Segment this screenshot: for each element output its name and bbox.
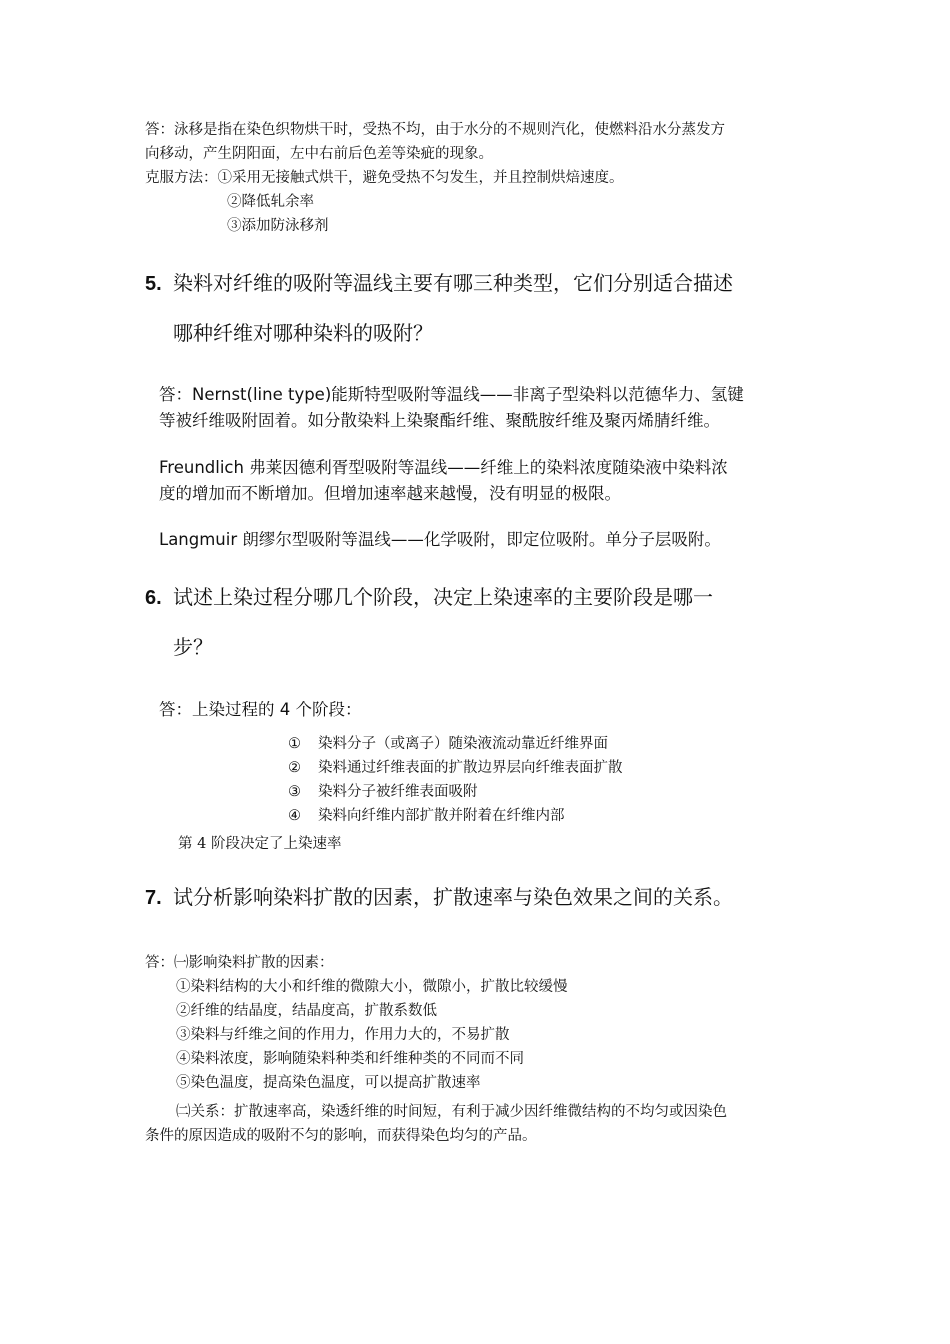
stage-item — [288, 804, 623, 828]
factor-item: ③染料与纤维之间的作用力，作用力大的，不易扩散 — [176, 1027, 510, 1043]
question-number: 6. — [145, 587, 162, 609]
answer-5-langmuir: Langmuir 朗缪尔型吸附等温线——化学吸附，即定位吸附。单分子层吸附。 — [159, 530, 721, 549]
method-label: 克服方法： — [145, 170, 218, 186]
method-item: ③添加防泳移剂 — [227, 218, 329, 234]
answer-7-relation — [145, 1100, 727, 1148]
relation-line: 条件的原因造成的吸附不匀的影响，而获得染色均匀的产品。 — [145, 1128, 537, 1144]
answer-6-stages — [288, 732, 623, 828]
method-item: ②降低轧余率 — [227, 194, 314, 210]
factor-item: ⑤染色温度，提高染色温度，可以提高扩散速率 — [176, 1075, 481, 1091]
question-number: 7. — [145, 887, 162, 909]
answer-7-intro: 答：㈠影响染料扩散的因素： — [145, 955, 334, 971]
answer-6-conclusion: 第 4 阶段决定了上染速率 — [178, 836, 342, 852]
question-number: 5. — [145, 273, 162, 295]
method-item: ①采用无接触式烘干，避免受热不匀发生，并且控制烘焙速度。 — [217, 170, 624, 186]
stage-text: 染料通过纤维表面的扩散边界层向纤维表面扩散 — [318, 760, 623, 776]
answer-4-text — [145, 118, 725, 166]
factor-item: ④染料浓度，影响随染料种类和纤维种类的不同而不同 — [176, 1051, 524, 1067]
question-6-line2: 步？ — [173, 635, 213, 659]
stage-text: 染料向纤维内部扩散并附着在纤维内部 — [318, 808, 565, 824]
answer-5-nernst — [159, 382, 744, 434]
answer-4-methods — [145, 166, 624, 238]
relation-line: ㈡关系：扩散速率高，染透纤维的时间短，有利于减少因纤维微结构的不均匀或因染色 — [176, 1104, 727, 1120]
answer-6-intro: 答：上染过程的 4 个阶段： — [159, 700, 362, 719]
answer-line: 度的增加而不断增加。但增加速率越来越慢，没有明显的极限。 — [159, 484, 621, 503]
answer-line: 答：Nernst(line type)能斯特型吸附等温线——非离子型染料以范德华力、氢键 — [159, 385, 744, 404]
answer-5-freundlich — [159, 455, 728, 507]
question-7-line1 — [145, 882, 733, 913]
stage-item — [288, 732, 623, 756]
answer-7-factors — [176, 975, 568, 1095]
stage-number: ② — [288, 760, 301, 776]
stage-number: ④ — [288, 808, 301, 824]
stage-item — [288, 756, 623, 780]
stage-text: 染料分子（或离子）随染液流动靠近纤维界面 — [318, 736, 608, 752]
question-text: 试分析影响染料扩散的因素，扩散速率与染色效果之间的关系。 — [173, 885, 733, 909]
question-5-line1 — [145, 268, 733, 299]
answer-4-line: 向移动，产生阴阳面，左中右前后色差等染疵的现象。 — [145, 146, 493, 162]
answer-line: Freundlich 弗莱因德利胥型吸附等温线——纤维上的染料浓度随染液中染料浓 — [159, 458, 728, 477]
factor-item: ①染料结构的大小和纤维的微隙大小，微隙小，扩散比较缓慢 — [176, 979, 568, 995]
question-text: 试述上染过程分哪几个阶段，决定上染速率的主要阶段是哪一 — [173, 585, 713, 609]
stage-number: ③ — [288, 784, 301, 800]
answer-line: 等被纤维吸附固着。如分散染料上染聚酯纤维、聚酰胺纤维及聚丙烯腈纤维。 — [159, 411, 720, 430]
stage-item — [288, 780, 623, 804]
question-text: 染料对纤维的吸附等温线主要有哪三种类型，它们分别适合描述 — [173, 271, 733, 295]
question-5-line2: 哪种纤维对哪种染料的吸附？ — [173, 321, 433, 345]
stage-number: ① — [288, 736, 301, 752]
question-6-line1 — [145, 582, 713, 613]
factor-item: ②纤维的结晶度，结晶度高，扩散系数低 — [176, 1003, 437, 1019]
stage-text: 染料分子被纤维表面吸附 — [318, 784, 478, 800]
answer-4-line: 答：泳移是指在染色织物烘干时，受热不均，由于水分的不规则汽化，使燃料沿水分蒸发方 — [145, 122, 725, 138]
